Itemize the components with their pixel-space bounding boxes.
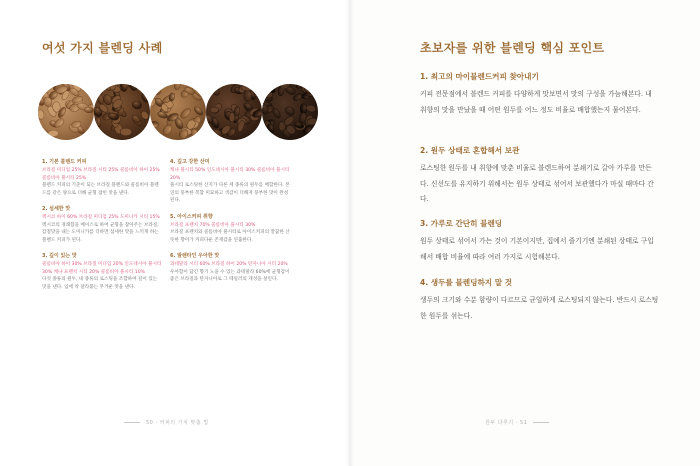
right-page bbox=[350, 0, 700, 466]
tip-point bbox=[420, 71, 660, 118]
blend-heading: 6. 발렌타인 우아한 맛 bbox=[170, 253, 220, 259]
blend-heading: 2. 섬세한 맛 bbox=[42, 206, 71, 212]
blend-ratio: 콜롬비아 하이 30% 브라질 미디엄 20% 인도네시아 풀시티 30% 케냐 프렌치 시티 20% 콜롬비아 풀시티 10% bbox=[42, 262, 162, 275]
coffee-bean bbox=[129, 84, 138, 92]
coffee-bean bbox=[210, 106, 219, 113]
coffee-bean bbox=[306, 118, 317, 126]
coffee-bean bbox=[94, 116, 101, 127]
blend-heading: 1. 기본 블렌드 커피 bbox=[42, 159, 87, 165]
tip-body: 원두 상태로 섞어서 가는 것이 기본이지만, 집에서 즐기기엔 분쇄된 상태로 구입해서 배합 비율에 따라 여러 가지로 시험해본다. bbox=[420, 237, 654, 261]
coffee-bean bbox=[131, 100, 143, 110]
footer-rule bbox=[124, 422, 140, 423]
left-page-number: 50 · 커피의 가치 맞춤 법 bbox=[146, 420, 209, 426]
tip-heading: 1. 최고의 마이블렌드커피 찾아내기 bbox=[420, 72, 539, 81]
coffee-bean bbox=[120, 84, 129, 92]
coffee-bean bbox=[52, 101, 60, 112]
right-page-number: 원두 다루기 · 51 bbox=[485, 420, 528, 426]
tip-heading: 3. 가루로 간단히 블렌딩 bbox=[420, 219, 503, 228]
coffee-bean-bowls bbox=[38, 84, 320, 140]
coffee-bean bbox=[119, 127, 131, 135]
coffee-bean bbox=[84, 106, 94, 113]
blend-column-left bbox=[42, 158, 162, 299]
coffee-bean bbox=[233, 106, 241, 117]
blend-ratio: 브라질 미디엄 25% 브라질 시티 25% 콜롬비아 하이 25% 콜롬비아 풀시티 25% bbox=[42, 168, 160, 181]
blend-column-right bbox=[170, 158, 290, 292]
coffee-bean bbox=[150, 121, 159, 129]
blend-ratio: 과테말라 시티 60% 브라질 하이 20% 탄자니아 시티 20% bbox=[170, 262, 288, 267]
blend-ratio: 멕시코 하이 60% 브라질 미디엄 25% 도미니카 시티 15% bbox=[42, 215, 160, 220]
left-page-footer bbox=[118, 419, 209, 426]
blend-description: 우아함이 담긴 향기 노을 수 있는 과테말라 60%에 균형감이 좋은 브라질과 탄자니아로 그 테일러의 개성을 살린다. bbox=[170, 269, 290, 282]
left-page-title: 여섯 가지 블렌딩 사례 bbox=[42, 41, 163, 55]
blend-item bbox=[170, 158, 290, 205]
blend-description: 블렌드 커피의 기준이 되는 브라질 블렌드와 콜롬비아 블렌드를 같은 양으로 더해 균형 잡힌 맛을 낸다. bbox=[42, 183, 159, 196]
coffee-bean bbox=[83, 126, 94, 138]
tip-point bbox=[420, 277, 660, 324]
coffee-bean bbox=[173, 84, 181, 90]
coffee-bean bbox=[271, 107, 282, 119]
blend-item bbox=[42, 158, 162, 197]
blend-description: 풀시티 로스팅한 산지가 다른 세 종류의 원두를 배합한다. 본연의 풍부한 복합 미묘하고 색감이 더해져 풍부한 맛이 완성된다. bbox=[170, 183, 290, 203]
blend-heading: 3. 깊이 있는 맛 bbox=[42, 253, 77, 259]
right-page-footer bbox=[485, 419, 555, 426]
coffee-bean bbox=[38, 109, 44, 120]
book-gutter bbox=[346, 0, 354, 466]
right-page-title: 초보자를 위한 블렌딩 핵심 포인트 bbox=[420, 41, 605, 55]
blend-ratio: 케냐 풀시티 50% 인도네시아 풀시티 30% 콜롬비아 풀시티 20% bbox=[170, 168, 290, 181]
blend-item bbox=[170, 213, 290, 245]
coffee-bean bbox=[284, 105, 296, 117]
bean-bowl-4 bbox=[206, 84, 262, 140]
blend-heading: 5. 아이스커피 취향 bbox=[170, 213, 213, 220]
coffee-bean bbox=[244, 90, 252, 102]
blend-item bbox=[170, 252, 290, 284]
coffee-bean bbox=[262, 129, 268, 139]
tip-point bbox=[420, 145, 660, 208]
bean-bowl-5 bbox=[262, 84, 318, 140]
blend-ratio: 브라질 프렌치 70% 콜롬비아 풀시티 30% bbox=[170, 222, 256, 228]
tip-heading: 2. 원두 상태로 혼합해서 보관 bbox=[420, 146, 520, 155]
tip-point bbox=[420, 218, 660, 265]
coffee-bean bbox=[155, 84, 164, 93]
blend-description: 다섯 종류의 원두, 네 종류의 로스팅을 조합하여 깊이 있는 맛을 낸다. 입에 착 달라붙는 무거운 맛을 낸다. bbox=[42, 277, 158, 290]
footer-rule bbox=[533, 422, 549, 423]
blend-item bbox=[42, 252, 162, 291]
blend-description: 브라질 프렌치와 콜롬비아 풀시티로 아이스커피의 깔끔한 산뜻한 향미가 커피다운 존재감을 연출한다. bbox=[170, 230, 290, 243]
coffee-bean bbox=[193, 105, 205, 117]
tip-heading: 4. 생두를 블렌딩하지 말 것 bbox=[420, 278, 513, 287]
bean-bowl-1 bbox=[38, 84, 94, 140]
coffee-bean bbox=[53, 116, 66, 128]
bean-bowl-3 bbox=[150, 84, 206, 140]
coffee-bean bbox=[305, 104, 316, 114]
coffee-bean bbox=[180, 107, 193, 120]
tip-body: 생두의 크기와 수분 함량이 다르므로 균일하게 로스팅되지 않는다. 반드시 로스팅한 원두를 섞는다. bbox=[420, 296, 659, 320]
blend-description: 멕시코의 경쾌함을 베이스로 하여 균형을 잡아주는 브라질, 감칠맛을 내는 도미니카를 더하면 섬세한 맛을 느끼게 하는 블렌드 커피가 된다. bbox=[42, 222, 159, 243]
blend-heading: 4. 깊고 강한 산미 bbox=[170, 159, 210, 165]
tip-body: 로스팅한 원두를 내 취향에 맞춘 비율로 블렌드하여 분쇄기로 갈아 가루를 만든다. 신선도를 유지하기 위해서는 원두 상태로 섞어서 보관했다가 마실 때마다 간다. bbox=[420, 164, 654, 203]
coffee-bean bbox=[48, 130, 59, 138]
bean-bowl-2 bbox=[94, 84, 150, 140]
coffee-bean bbox=[39, 84, 46, 89]
blend-item bbox=[42, 205, 162, 244]
tip-body: 커피 전문점에서 블렌드 커피를 다양하게 맛보면서 맛의 구성을 가늠해본다. 내 취향의 맛을 만났을 때 어떤 원두를 어느 정도 비율로 배합했는지 물어본다. bbox=[420, 90, 652, 114]
